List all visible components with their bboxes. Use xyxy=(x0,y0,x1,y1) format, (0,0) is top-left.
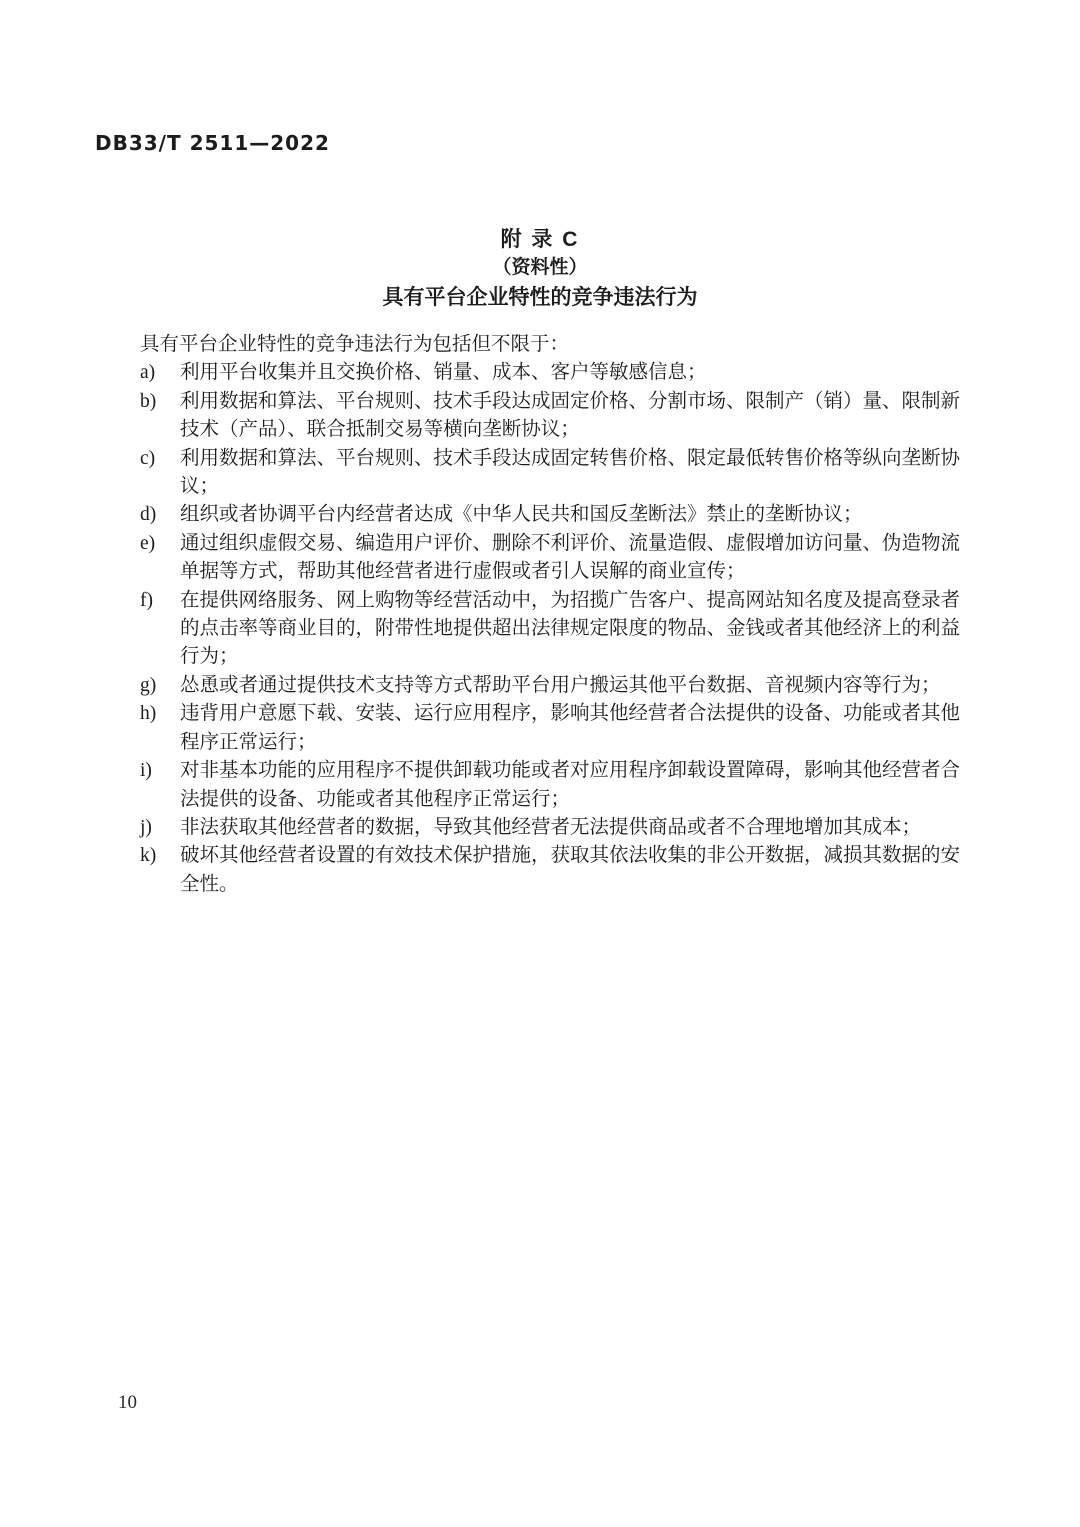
item-label: c) xyxy=(140,447,156,469)
list-item xyxy=(140,700,960,757)
item-label: g) xyxy=(140,674,157,696)
intro-paragraph: 具有平台企业特性的竞争违法行为包括但不限于： xyxy=(140,334,570,355)
list-item xyxy=(140,359,960,387)
list-item xyxy=(140,814,960,842)
item-label: b) xyxy=(140,390,157,412)
item-label: e) xyxy=(140,532,156,554)
item-text: 利用数据和算法、平台规则、技术手段达成固定价格、分割市场、限制产（销）量、限制新技术（产品）、联合抵制交易等横向垄断协议； xyxy=(180,390,961,441)
page-number: 10 xyxy=(118,1392,137,1413)
appendix-type-label: （资料性） xyxy=(492,257,588,278)
list-item xyxy=(140,530,960,587)
list-item xyxy=(140,672,960,700)
appendix-title-block xyxy=(120,226,960,313)
item-label: j) xyxy=(140,816,152,838)
item-text: 利用平台收集并且交换价格、销量、成本、客户等敏感信息； xyxy=(180,362,707,384)
item-label: f) xyxy=(140,589,153,611)
list-item xyxy=(140,388,960,445)
lettered-list xyxy=(140,359,960,899)
list-item xyxy=(140,587,960,672)
item-text: 怂恿或者通过提供技术支持等方式帮助平台用户搬运其他平台数据、音视频内容等行为； xyxy=(180,674,941,696)
item-text: 利用数据和算法、平台规则、技术手段达成固定转售价格、限定最低转售价格等纵向垄断协议； xyxy=(180,447,961,498)
list-item xyxy=(140,757,960,814)
item-text: 组织或者协调平台内经营者达成《中华人民共和国反垄断法》禁止的垄断协议； xyxy=(180,504,863,526)
item-label: h) xyxy=(140,703,157,725)
item-label: a) xyxy=(140,362,156,384)
item-text: 在提供网络服务、网上购物等经营活动中，为招揽广告客户、提高网站知名度及提高登录者的点击率等商业目的，附带性地提供超出法律规定限度的物品、金钱或者其他经济上的利益行为； xyxy=(180,589,961,668)
list-item xyxy=(140,501,960,529)
item-text: 违背用户意愿下载、安装、运行应用程序，影响其他经营者合法提供的设备、功能或者其他程序正常运行； xyxy=(180,703,961,753)
item-text: 破坏其他经营者设置的有效技术保护措施，获取其依法收集的非公开数据，减损其数据的安全性。 xyxy=(180,845,961,895)
list-item xyxy=(140,445,960,502)
item-label: d) xyxy=(140,504,157,526)
document-number-header: DB33/T 2511—2022 xyxy=(95,131,330,155)
item-text: 对非基本功能的应用程序不提供卸载功能或者对应用程序卸载设置障碍，影响其他经营者合法提供的设备、功能或者其他程序正常运行； xyxy=(180,760,961,810)
item-label: i) xyxy=(140,760,152,782)
list-item xyxy=(140,842,960,899)
item-label: k) xyxy=(140,845,157,867)
appendix-body xyxy=(140,331,960,899)
item-text: 非法获取其他经营者的数据，导致其他经营者无法提供商品或者不合理地增加其成本； xyxy=(180,816,922,838)
item-text: 通过组织虚假交易、编造用户评价、删除不利评价、流量造假、虚假增加访问量、伪造物流单据等方式，帮助其他经营者进行虚假或者引人误解的商业宣传； xyxy=(180,532,961,583)
appendix-subject-title: 具有平台企业特性的竞争违法行为 xyxy=(382,286,698,309)
appendix-title: 附 录 C xyxy=(500,228,580,251)
